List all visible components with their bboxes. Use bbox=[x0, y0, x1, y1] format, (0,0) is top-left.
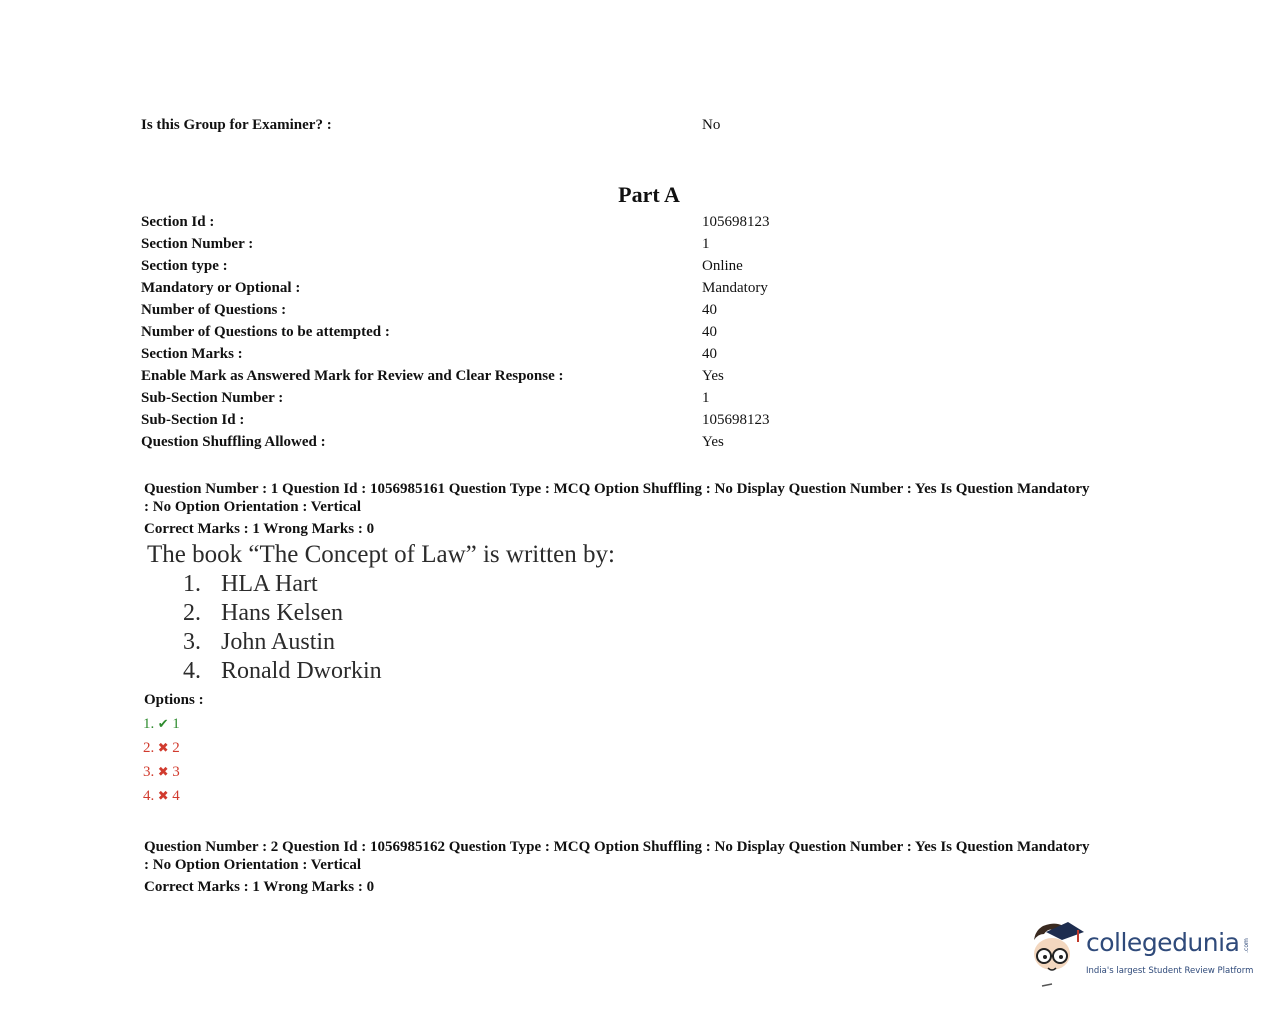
question-1-meta-line1: Question Number : 1 Question Id : 1056985161 Question Type : MCQ Option Shuffling : No Display Question Number : Yes Is Question Mandatory bbox=[144, 481, 1090, 497]
enable-mark-label: Enable Mark as Answered Mark for Review and Clear Response : bbox=[141, 368, 564, 384]
section-marks-label: Section Marks : bbox=[141, 346, 243, 362]
answer-option bbox=[143, 764, 180, 781]
choice-number: 3. bbox=[183, 629, 201, 655]
question-1-meta-line2: : No Option Orientation : Vertical bbox=[144, 499, 362, 515]
question-1-meta bbox=[144, 480, 1164, 516]
choice-number: 4. bbox=[183, 658, 201, 684]
num-questions-value: 40 bbox=[702, 302, 717, 318]
choice-text: Hans Kelsen bbox=[221, 600, 343, 626]
choice-text: Ronald Dworkin bbox=[221, 658, 382, 684]
num-attempted-value: 40 bbox=[702, 324, 717, 340]
num-attempted-label: Number of Questions to be attempted : bbox=[141, 324, 390, 340]
section-id-label: Section Id : bbox=[141, 214, 215, 230]
answer-option bbox=[143, 740, 180, 757]
question-1-choice bbox=[183, 658, 382, 685]
question-2-marks: Correct Marks : 1 Wrong Marks : 0 bbox=[144, 879, 375, 895]
answer-option bbox=[143, 788, 180, 805]
section-number-value: 1 bbox=[702, 236, 710, 252]
logo-name: collegedunia bbox=[1086, 928, 1240, 957]
mandatory-value: Mandatory bbox=[702, 280, 768, 296]
answer-value: 4 bbox=[172, 788, 180, 804]
section-number-label: Section Number : bbox=[141, 236, 254, 252]
question-1-choice bbox=[183, 629, 335, 656]
collegedunia-logo bbox=[1026, 918, 1256, 990]
section-id-value: 105698123 bbox=[702, 214, 770, 230]
question-1-choice bbox=[183, 571, 318, 598]
num-questions-label: Number of Questions : bbox=[141, 302, 287, 318]
logo-suffix: .com bbox=[1242, 938, 1250, 953]
sub-section-number-value: 1 bbox=[702, 390, 710, 406]
check-icon: ✔ bbox=[157, 716, 169, 731]
sub-section-id-value: 105698123 bbox=[702, 412, 770, 428]
mandatory-label: Mandatory or Optional : bbox=[141, 280, 301, 296]
part-title: Part A bbox=[618, 182, 680, 207]
question-1-text: The book “The Concept of Law” is written by: bbox=[147, 541, 615, 568]
examiner-group-label: Is this Group for Examiner? : bbox=[141, 117, 332, 133]
examiner-group-value: No bbox=[702, 117, 721, 133]
choice-number: 2. bbox=[183, 600, 201, 626]
question-2-meta-line1: Question Number : 2 Question Id : 1056985162 Question Type : MCQ Option Shuffling : No Display Question Number : Yes Is Question Mandatory bbox=[144, 839, 1090, 855]
question-1-choice bbox=[183, 600, 343, 627]
section-marks-value: 40 bbox=[702, 346, 717, 362]
enable-mark-value: Yes bbox=[702, 368, 724, 384]
question-1-marks: Correct Marks : 1 Wrong Marks : 0 bbox=[144, 521, 375, 537]
cross-icon: ✖ bbox=[157, 764, 169, 779]
section-type-value: Online bbox=[702, 258, 743, 274]
sub-section-number-label: Sub-Section Number : bbox=[141, 390, 284, 406]
answer-number: 3. bbox=[143, 764, 155, 780]
answer-number: 2. bbox=[143, 740, 155, 756]
choice-text: HLA Hart bbox=[221, 571, 318, 597]
shuffling-label: Question Shuffling Allowed : bbox=[141, 434, 326, 450]
question-2-meta bbox=[144, 838, 1164, 874]
choice-text: John Austin bbox=[221, 629, 336, 655]
answer-number: 4. bbox=[143, 788, 155, 804]
answer-number: 1. bbox=[143, 716, 155, 732]
answer-value: 3 bbox=[172, 764, 180, 780]
cross-icon: ✖ bbox=[157, 788, 169, 803]
answer-value: 2 bbox=[172, 740, 180, 756]
section-type-label: Section type : bbox=[141, 258, 228, 274]
answer-value: 1 bbox=[172, 716, 180, 732]
logo-tagline: India's largest Student Review Platform bbox=[1086, 966, 1254, 976]
cross-icon: ✖ bbox=[157, 740, 169, 755]
options-label: Options : bbox=[144, 692, 204, 708]
sub-section-id-label: Sub-Section Id : bbox=[141, 412, 245, 428]
mascot-icon bbox=[1026, 918, 1086, 990]
question-2-meta-line2: : No Option Orientation : Vertical bbox=[144, 857, 362, 873]
choice-number: 1. bbox=[183, 571, 201, 597]
answer-option bbox=[143, 716, 180, 733]
shuffling-value: Yes bbox=[702, 434, 724, 450]
